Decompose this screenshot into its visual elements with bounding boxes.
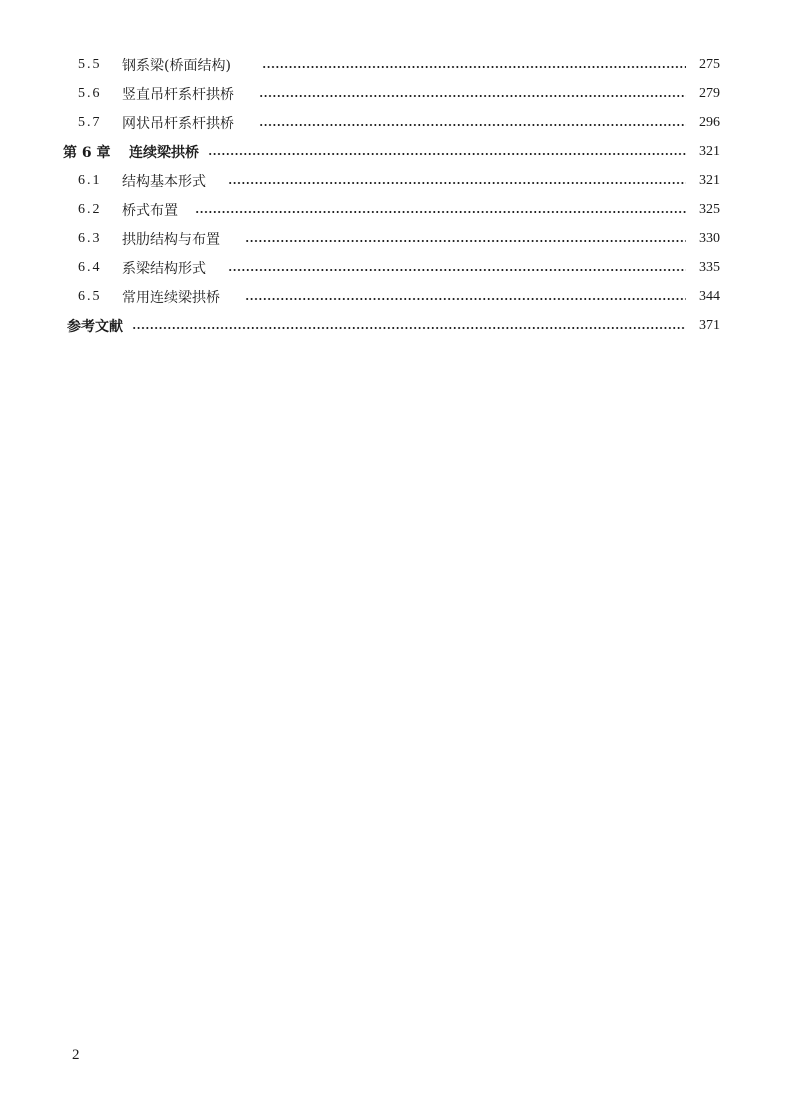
toc-entry-5-5[interactable] — [0, 50, 790, 79]
toc-chapter-title: 连续梁拱桥 — [129, 144, 199, 161]
toc-page-number: 321 — [699, 143, 720, 159]
toc-entry-references[interactable] — [0, 311, 790, 340]
dot-leader — [259, 95, 686, 97]
toc-entry-5-6[interactable] — [0, 79, 790, 108]
toc-entry-6-5[interactable] — [0, 282, 790, 311]
toc-section-number: 5.6 — [78, 85, 102, 101]
toc-entry-6-4[interactable] — [0, 253, 790, 282]
toc-page-number: 321 — [699, 172, 720, 188]
dot-leader — [195, 211, 686, 213]
dot-leader — [208, 153, 686, 155]
toc-chapter-number: 第 6 章 — [63, 144, 111, 161]
toc-page-number: 344 — [699, 288, 720, 304]
toc-section-number: 6.4 — [78, 259, 102, 275]
table-of-contents — [0, 50, 790, 340]
toc-section-title: 桥式布置 — [122, 202, 178, 219]
dot-leader — [228, 182, 686, 184]
toc-references-title: 参考文献 — [67, 318, 123, 335]
toc-page-number: 296 — [699, 114, 720, 130]
toc-section-number: 6.2 — [78, 201, 102, 217]
dot-leader — [228, 269, 686, 271]
toc-section-number: 6.1 — [78, 172, 102, 188]
toc-entry-5-7[interactable] — [0, 108, 790, 137]
dot-leader — [132, 327, 686, 329]
toc-section-number: 5.7 — [78, 114, 102, 130]
dot-leader — [262, 66, 686, 68]
toc-entry-6-2[interactable] — [0, 195, 790, 224]
toc-section-title: 系梁结构形式 — [122, 260, 206, 277]
dot-leader — [259, 124, 686, 126]
toc-section-title: 网状吊杆系杆拱桥 — [122, 115, 234, 132]
toc-section-number: 6.5 — [78, 288, 102, 304]
toc-section-title: 常用连续梁拱桥 — [122, 289, 220, 306]
toc-page-number: 335 — [699, 259, 720, 275]
page-folio: 2 — [72, 1047, 80, 1063]
toc-entry-chapter-6[interactable] — [0, 137, 790, 166]
toc-page-number: 279 — [699, 85, 720, 101]
toc-entry-6-1[interactable] — [0, 166, 790, 195]
toc-section-title: 结构基本形式 — [122, 173, 206, 190]
toc-entry-6-3[interactable] — [0, 224, 790, 253]
toc-page-number: 275 — [699, 56, 720, 72]
toc-section-title: 拱肋结构与布置 — [122, 231, 220, 248]
toc-page-number: 371 — [699, 317, 720, 333]
toc-section-number: 6.3 — [78, 230, 102, 246]
toc-page-number: 330 — [699, 230, 720, 246]
toc-page-number: 325 — [699, 201, 720, 217]
dot-leader — [245, 298, 686, 300]
toc-section-title: 钢系梁(桥面结构) — [122, 57, 231, 74]
toc-section-number: 5.5 — [78, 56, 102, 72]
toc-section-title: 竖直吊杆系杆拱桥 — [122, 86, 234, 103]
dot-leader — [245, 240, 686, 242]
